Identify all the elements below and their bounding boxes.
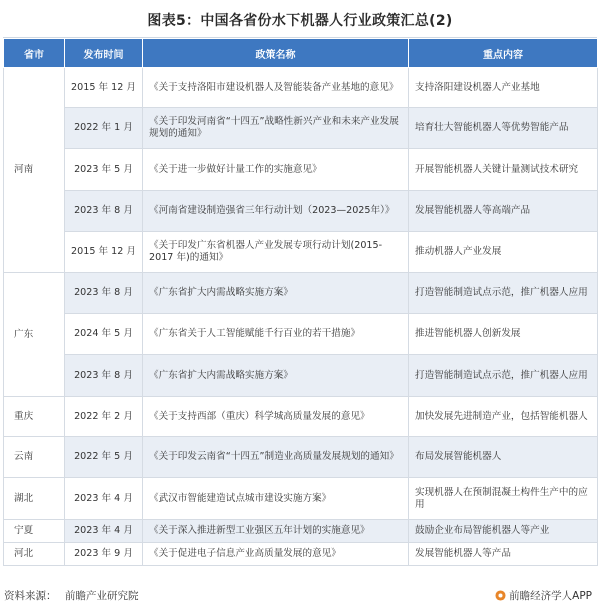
content-cell: 打造智能制造试点示范，推广机器人应用 — [409, 355, 598, 397]
header-province: 省市 — [4, 39, 65, 68]
policy-cell: 《关于印发广东省机器人产业发展专项行动计划(2015-2017 年)的通知》 — [143, 232, 409, 273]
header-time: 发布时间 — [65, 39, 143, 68]
content-cell: 加快发展先进制造产业，包括智能机器人 — [409, 397, 598, 437]
table-row — [4, 355, 598, 397]
table-row — [4, 191, 598, 232]
content-cell: 发展智能机器人等产品 — [409, 543, 598, 566]
header-policy: 政策名称 — [143, 39, 409, 68]
table-row — [4, 520, 598, 543]
time-cell: 2022 年 2 月 — [65, 397, 143, 437]
policy-table — [3, 38, 598, 566]
time-cell: 2023 年 4 月 — [65, 520, 143, 543]
content-cell: 布局发展智能机器人 — [409, 437, 598, 478]
province-cell: 云南 — [4, 437, 65, 478]
content-cell: 开展智能机器人关键计量测试技术研究 — [409, 149, 598, 191]
table-row — [4, 149, 598, 191]
brand-logo-icon — [495, 590, 506, 601]
policy-cell: 《关于支持洛阳市建设机器人及智能装备产业基地的意见》 — [143, 68, 409, 108]
source-value: 前瞻产业研究院 — [65, 590, 139, 602]
province-cell: 河北 — [4, 543, 65, 566]
brand — [495, 588, 592, 603]
time-cell: 2015 年 12 月 — [65, 68, 143, 108]
policy-cell: 《武汉市智能建造试点城市建设实施方案》 — [143, 478, 409, 520]
policy-cell: 《关于进一步做好计量工作的实施意见》 — [143, 149, 409, 191]
table-row — [4, 232, 598, 273]
content-cell: 发展智能机器人等高端产品 — [409, 191, 598, 232]
source-label: 资料来源： — [4, 590, 57, 602]
table-row — [4, 108, 598, 149]
time-cell: 2022 年 1 月 — [65, 108, 143, 149]
table-row — [4, 437, 598, 478]
table-row — [4, 68, 598, 108]
content-cell: 打造智能制造试点示范，推广机器人应用 — [409, 273, 598, 314]
policy-cell: 《广东省扩大内需战略实施方案》 — [143, 355, 409, 397]
table-row — [4, 397, 598, 437]
time-cell: 2022 年 5 月 — [65, 437, 143, 478]
table-row — [4, 273, 598, 314]
content-cell: 推动机器人产业发展 — [409, 232, 598, 273]
time-cell: 2023 年 5 月 — [65, 149, 143, 191]
table-row — [4, 543, 598, 566]
time-cell: 2023 年 4 月 — [65, 478, 143, 520]
time-cell: 2023 年 8 月 — [65, 191, 143, 232]
province-cell: 重庆 — [4, 397, 65, 437]
policy-cell: 《河南省建设制造强省三年行动计划（2023—2025年）》 — [143, 191, 409, 232]
content-cell: 实现机器人在预制混凝土构件生产中的应用 — [409, 478, 598, 520]
header-content: 重点内容 — [409, 39, 598, 68]
policy-cell: 《关于印发河南省“十四五”战略性新兴产业和未来产业发展规划的通知》 — [143, 108, 409, 149]
time-cell: 2023 年 9 月 — [65, 543, 143, 566]
province-cell: 河南 — [4, 68, 65, 273]
policy-cell: 《关于促进电子信息产业高质量发展的意见》 — [143, 543, 409, 566]
policy-cell: 《关于深入推进新型工业强区五年计划的实施意见》 — [143, 520, 409, 543]
policy-cell: 《关于支持西部（重庆）科学城高质量发展的意见》 — [143, 397, 409, 437]
time-cell: 2023 年 8 月 — [65, 273, 143, 314]
content-cell: 支持洛阳建设机器人产业基地 — [409, 68, 598, 108]
content-cell: 推进智能机器人创新发展 — [409, 314, 598, 355]
content-cell: 培育壮大智能机器人等优势智能产品 — [409, 108, 598, 149]
table-row — [4, 478, 598, 520]
page-title: 图表5：中国各省份水下机器人行业政策汇总(2) — [147, 13, 453, 29]
footer — [0, 588, 600, 606]
content-cell: 鼓励企业布局智能机器人等产业 — [409, 520, 598, 543]
policy-table-container — [3, 37, 597, 578]
time-cell: 2015 年 12 月 — [65, 232, 143, 273]
table-row — [4, 314, 598, 355]
time-cell: 2024 年 5 月 — [65, 314, 143, 355]
policy-cell: 《广东省扩大内需战略实施方案》 — [143, 273, 409, 314]
brand-name: 前瞻经济学人APP — [509, 590, 592, 602]
province-cell: 湖北 — [4, 478, 65, 520]
policy-cell: 《广东省关于人工智能赋能千行百业的若干措施》 — [143, 314, 409, 355]
time-cell: 2023 年 8 月 — [65, 355, 143, 397]
province-cell: 宁夏 — [4, 520, 65, 543]
province-cell: 广东 — [4, 273, 65, 397]
policy-cell: 《关于印发云南省“十四五”制造业高质量发展规划的通知》 — [143, 437, 409, 478]
table-header-row — [4, 39, 598, 68]
